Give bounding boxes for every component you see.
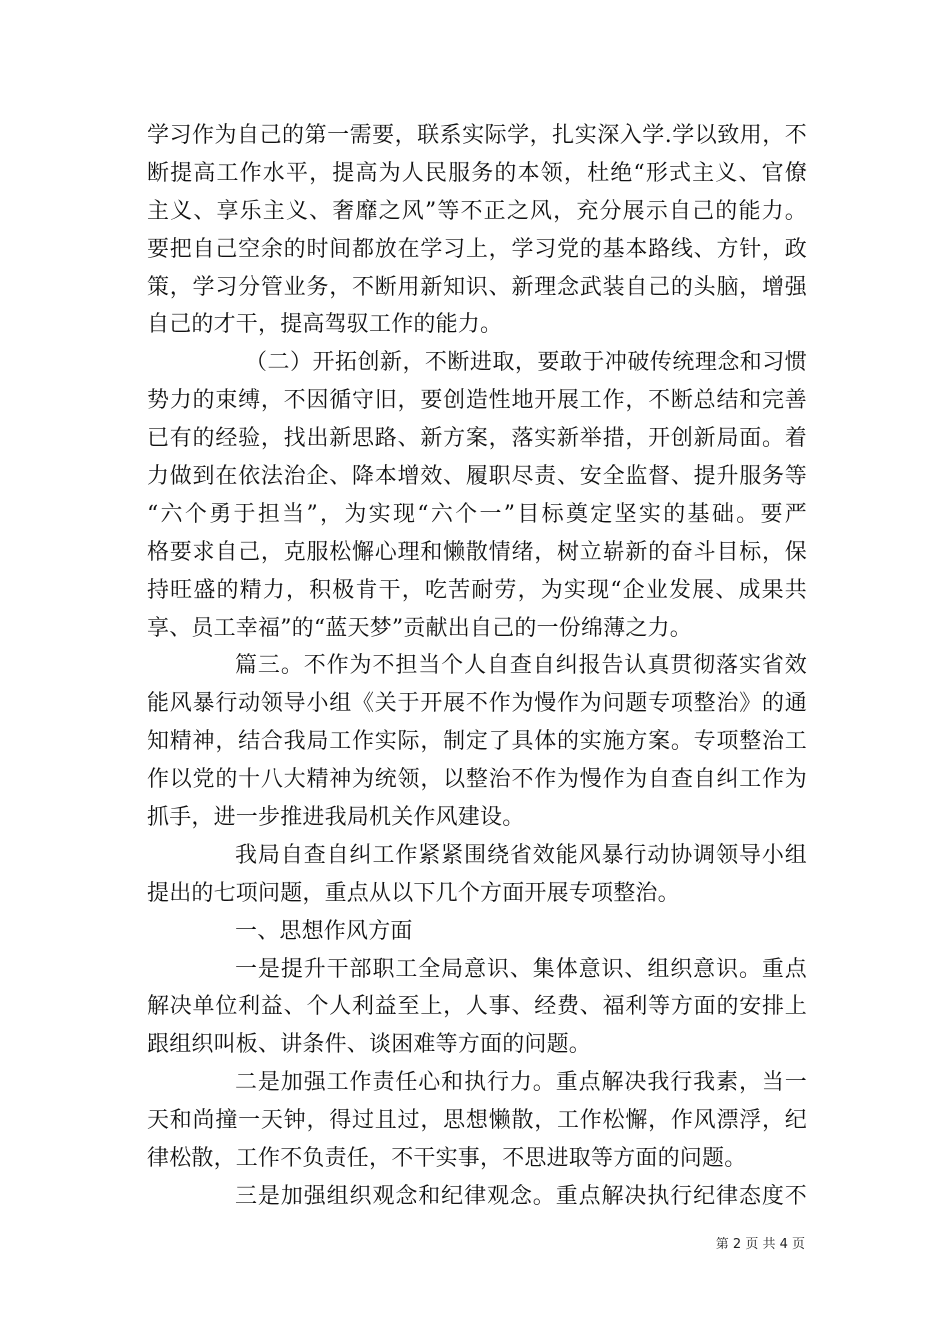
text-line: 跟组织叫板、讲条件、谈困难等方面的问题。 — [147, 1032, 592, 1058]
text-line: 解决单位利益、个人利益至上，人事、经费、福利等方面的安排上 — [147, 994, 807, 1020]
paragraph-start-line: 篇三。不作为不担当个人自查自纠报告认真贯彻落实省效 — [235, 653, 807, 679]
text-line: 享、员工幸福”的“蓝天梦”贡献出自己的一份绵薄之力。 — [147, 615, 692, 641]
text-line: 持旺盛的精力，积极肯干，吃苦耐劳，为实现“企业发展、成果共 — [147, 577, 807, 603]
text-line: 抓手，进一步推进我局机关作风建设。 — [147, 805, 525, 831]
text-line: 律松散，工作不负责任，不干实事，不思进取等方面的问题。 — [147, 1146, 747, 1172]
paragraph-start-line: 二是加强工作责任心和执行力。重点解决我行我素，当一 — [235, 1070, 807, 1096]
text-line: 天和尚撞一天钟，得过且过，思想懒散，工作松懈，作风漂浮，纪 — [147, 1108, 807, 1134]
text-line: 策，学习分管业务，不断用新知识、新理念武装自己的头脑，增强 — [147, 274, 807, 300]
text-line: “六个勇于担当”，为实现“六个一”目标奠定坚实的基础。要严 — [147, 501, 807, 527]
text-line: 提出的七项问题，重点从以下几个方面开展专项整治。 — [147, 880, 680, 906]
section-heading: 一、思想作风方面 — [235, 918, 413, 944]
paragraph-start-line: 三是加强组织观念和纪律观念。重点解决执行纪律态度不 — [235, 1183, 807, 1209]
body-text — [147, 117, 807, 1216]
text-line: 知精神，结合我局工作实际，制定了具体的实施方案。专项整治工 — [147, 729, 807, 755]
text-line: 力做到在依法治企、降本增效、履职尽责、安全监督、提升服务等 — [147, 464, 807, 490]
text-line: 要把自己空余的时间都放在学习上，学习党的基本路线、方针，政 — [147, 236, 807, 262]
text-line: 学习作为自己的第一需要，联系实际学，扎实深入学.学以致用，不 — [147, 123, 807, 148]
text-line: 势力的束缚，不因循守旧，要创造性地开展工作，不断总结和完善 — [147, 388, 807, 414]
text-line: 格要求自己，克服松懈心理和懒散情绪，树立崭新的奋斗目标，保 — [147, 539, 807, 565]
text-line: 能风暴行动领导小组《关于开展不作为慢作为问题专项整治》的通 — [147, 691, 807, 717]
text-line: 断提高工作水平，提高为人民服务的本领，杜绝“形式主义、官僚 — [147, 160, 807, 186]
text-line: 自己的才干，提高驾驭工作的能力。 — [147, 312, 503, 338]
page-number: 第 2 页 共 4 页 — [715, 1237, 805, 1252]
text-line: 作以党的十八大精神为统领，以整治不作为慢作为自查自纠工作为 — [147, 767, 807, 793]
text-line: 主义、享乐主义、奢靡之风”等不正之风，充分展示自己的能力。 — [147, 198, 807, 224]
text-line: 已有的经验，找出新思路、新方案，落实新举措，开创新局面。着 — [147, 426, 807, 452]
paragraph-start-line: 一是提升干部职工全局意识、集体意识、组织意识。重点 — [235, 956, 807, 982]
paragraph-start-line: 我局自查自纠工作紧紧围绕省效能风暴行动协调领导小组 — [235, 842, 807, 868]
paragraph-start-line: （二）开拓创新，不断进取，要敢于冲破传统理念和习惯 — [245, 350, 807, 376]
